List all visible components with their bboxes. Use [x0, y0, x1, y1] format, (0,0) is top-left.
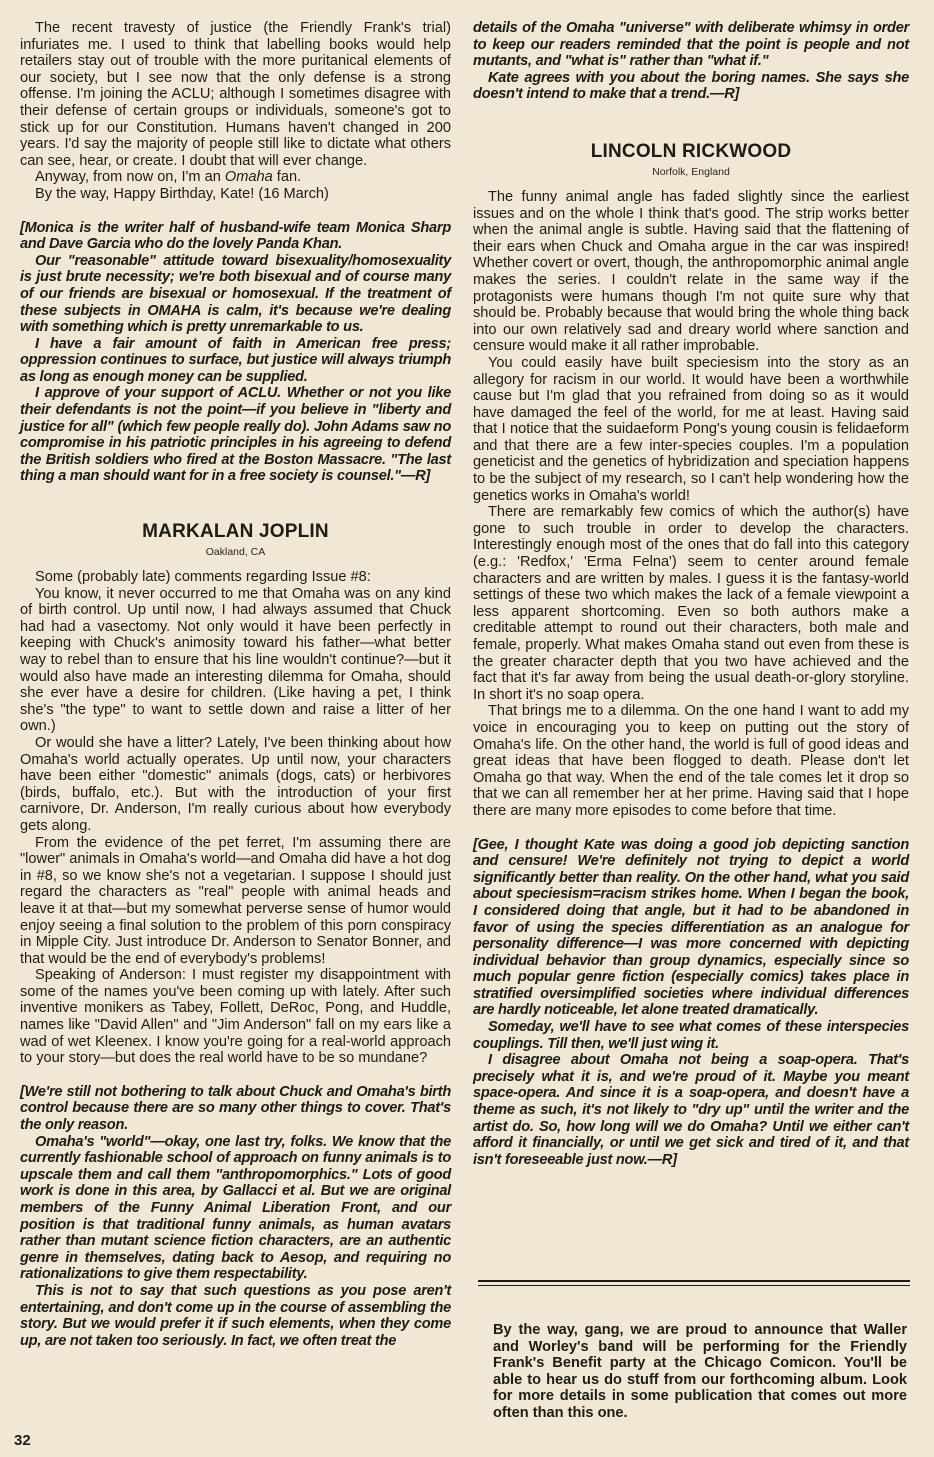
response-paragraph: [Gee, I thought Kate was doing a good job depicting sanction and censure! We're definitely not trying to depict a world significantly better than reality. On the other hand, what you said about speciesism=racism strikes home. When I began the book, I considered doing that angle, but it had to be abandoned in favor of using the species differentiation as an analogue for personality difference—I was more concerned with depicting individual behavior than group dynamics, especially since so much popular genre fiction (especially comics) takes place in stratified oversimplified societies where individual differences are hardly noticeable, let alone treated dramatically.: [473, 836, 909, 1019]
monica-letter-p2: [20, 169, 451, 186]
letter-paragraph: You know, it never occurred to me that Omaha was on any kind of birth control. Up until now, I had always assumed that Chuck had had a vasectomy. Not only would it have been perfectly in keeping with Chuck's animosity toward his father—what better way to rebel than to ensure that his line wouldn't continue?—but it would also have made an interesting dilemma for Omaha, should she ever have a desire for children. (Like having a pet, I think she's "the type" to want to settle down and raise a litter of her own.): [20, 585, 451, 735]
response-paragraph: This is not to say that such questions as you pose aren't entertaining, and don't come up in the course of assembling the story. But we would prefer it if such elements, when they come up, are not taken too seriously. In fact, we often treat the: [20, 1282, 451, 1349]
response-paragraph: I have a fair amount of faith in American free press; oppression continues to surface, but justice will always triumph as long as enough money can be supplied.: [20, 335, 451, 385]
response-paragraph: [Monica is the writer half of husband-wife team Monica Sharp and Dave Garcia who do the lovely Panda Khan.: [20, 219, 451, 253]
response-paragraph: details of the Omaha "universe" with deliberate whimsy in order to keep our readers reminded that the point is people and not mutants, and "what is" rather than "what if.": [473, 20, 909, 70]
letter-author-location: Oakland, CA: [205, 546, 266, 559]
letter-author-name: LINCOLN RICKWOOD: [590, 140, 792, 162]
letter-author-location: Norfolk, England: [652, 165, 730, 178]
response-paragraph: I disagree about Omaha not being a soap-opera. That's precisely what it is, and we're proud of it. Maybe you meant space-opera. And since it is a soap-opera, and doesn't have a theme as such, it's not likely to "dry up" until the writer and the artist do. So, how long will we do Omaha? Until we either can't afford it financially, or until we get sick and tired of it, and that isn't foreseeable just now.—R]: [473, 1052, 909, 1168]
omaha-fan-italic: Omaha: [224, 169, 273, 186]
response-paragraph: Omaha's "world"—okay, one last try, folks. We know that the currently fashionable school of approach on funny animals is to upscale them and call them "anthropomorphics." Lots of good work is done in this area, by Gallacci et al. But we are original members of the Funny Animal Liberation Front, and our position is that traditional funny animals, as human avatars rather than mutant science fiction characters, are an authentic genre in themselves, dating back to Aesop, and requiring no rationalizations to give them respectability.: [20, 1133, 451, 1283]
omaha-fan-after: fan.: [272, 169, 302, 186]
letter-paragraph: Or would she have a litter? Lately, I've been thinking about how Omaha's world actually operates. Up until now, your characters have been either "domestic" animals (dogs, cats) or herbivores (birds, buffalo, etc.). But with the introduction of your first carnivore, Dr. Anderson, I'm really curious about how everybody gets along.: [20, 734, 451, 834]
page-number: 32: [14, 1432, 31, 1449]
omaha-fan-before: Anyway, from now on, I'm an: [35, 169, 225, 186]
left-column: [20, 20, 451, 1349]
continued-response: [473, 20, 909, 103]
rickwood-response: [473, 837, 909, 1169]
letter-paragraph: You could easily have built speciesism into the story as an allegory for racism in our world. It would have been a worthwhile cause but I'm glad that you refrained from doing so as it would have damaged the feel of the world, for me at least. Having said that I notice that the suidaeform Pong's young cousin is felidaeform and that there are a few inter-species couples. I'm a population geneticist and the genetics of hybridization and speciation happens to be the subject of my research, so I can't help wondering how the genetics works in Omaha's world!: [473, 354, 909, 504]
letter-paragraph: The funny animal angle has faded slightly since the earliest issues and on the whole I think that's good. The strip works better when the animal angle is subtle. Having said that the flattening of their ears when Chuck and Omaha argue in the car was inspired! Whether covert or overt, though, the anthropomorphic animal angle makes the series. I couldn't relate in the same way if the protagonists were humans though I'm not quite sure why that should be. Probably because that would bring the whole thing back into our own relatively sad and dreary world where sanction and censure would make it all rather improbable.: [473, 188, 909, 355]
monica-response: [20, 220, 451, 486]
response-paragraph: Our "reasonable" attitude toward bisexuality/homosexuality is just brute necessity; we're both bisexual and of course many of our friends are bisexual or homosexual. If the treatment of these subjects in OMAHA is calm, it's because we're dealing with something which is pretty unremarkable to us.: [20, 252, 451, 336]
response-paragraph: [We're still not bothering to talk about Chuck and Omaha's birth control because there are so many other things to cover. That's the only reason.: [20, 1083, 451, 1134]
monica-letter-p1: The recent travesty of justice (the Friendly Frank's trial) infuriates me. I used to think that labelling books would help retailers stay out of trouble with the more puritanical elements of our society, but I see now that the only defense is a strong offense. I'm joining the ACLU; although I sometimes disagree with their defense of certain groups or individuals, someone's got to stick up for our Constitution. Humans haven't changed in 200 years. I'd say the majority of people still like to dictate what others can see, hear, or create. I doubt that will ever change.: [20, 20, 451, 169]
letter-paragraph: That brings me to a dilemma. On the one hand I want to add my voice in encouraging you to keep on putting out the story of Omaha's life. On the other hand, the world is full of good ideas and great ideas that have been flogged to death. Please don't let Omaha go that way. When the end of the tale comes let it drop so that we can all remember her at her prime. Having said that I hope there are many more episodes to come before that time.: [473, 703, 909, 819]
right-column: [473, 20, 909, 1168]
letter-paragraph: Some (probably late) comments regarding Issue #8:: [35, 569, 371, 586]
letter-paragraph: From the evidence of the pet ferret, I'm assuming there are "lower" animals in Omaha's world—and Omaha did have a hot dog in #8, so we know she's not a vegetarian. I suppose I should just regard the characters as "real" people with animal heads and leave it at that—but my somewhat perverse sense of humor would enjoy seeing a final solution to the problem of this porn conspiracy in Mipple City. Just introduce Dr. Anderson to Senator Bonner, and that would be the end of everybody's problems!: [20, 834, 451, 967]
response-paragraph: I approve of your support of ACLU. Whether or not you like their defendants is not the point—if you believe in "liberty and justice for all" (which few people really do). John Adams saw no compromise in his patriotic principles in his agreeing to defend the British soldiers who fired at the Boston Massacre. "The last thing a man should want for in a free society is counsel."—R]: [20, 385, 451, 485]
letter-author-name: MARKALAN JOPLIN: [142, 521, 329, 543]
letter-paragraph: There are remarkably few comics of which the author(s) have gone to such trouble in order to develop the characters. Interestingly enough most of the ones that do fall into this category (e.g.: 'Redfox,' 'Erma Felna') seem to center around female characters and are written by males. I guess it is the fantasy-world settings of these two which makes the lack of a female viewpoint a less apparent shortcoming. Even so both authors make a creditable attempt to round out their characters, both male and female, properly. What makes Omaha stand out even from these is the greater character depth that you two have achieved and the fact that it's far away from being the usual death-or-glory storyline. In short it's no soap opera.: [473, 504, 909, 703]
markalan-response: [20, 1084, 451, 1350]
announcement: By the way, gang, we are proud to announce that Waller and Worley's band will be performing for the Friendly Frank's Benefit party at the Chicago Comicon. You'll be able to hear us do stuff from our forthcoming album. Look for more details in some publication that comes out more often than this one.: [493, 1322, 907, 1421]
monica-letter-p3: By the way, Happy Birthday, Kate! (16 March): [35, 185, 329, 202]
letter-paragraph: Speaking of Anderson: I must register my disappointment with some of the names you've been coming up with lately. After such inventive monikers as Tabey, Follett, DeRoc, Pong, and Huddle, names like "David Allen" and "Jim Anderson" fall on my ears like a wad of wet Kleenex. I know you're going for a real-world approach to your story—but does the real world have to be so mundane?: [20, 967, 451, 1067]
section-divider: [478, 1280, 910, 1286]
response-paragraph: Kate agrees with you about the boring names. She says she doesn't intend to make that a trend.—R]: [473, 69, 909, 103]
response-paragraph: Someday, we'll have to see what comes of these interspecies couplings. Till then, we'll just wing it.: [473, 1019, 909, 1052]
